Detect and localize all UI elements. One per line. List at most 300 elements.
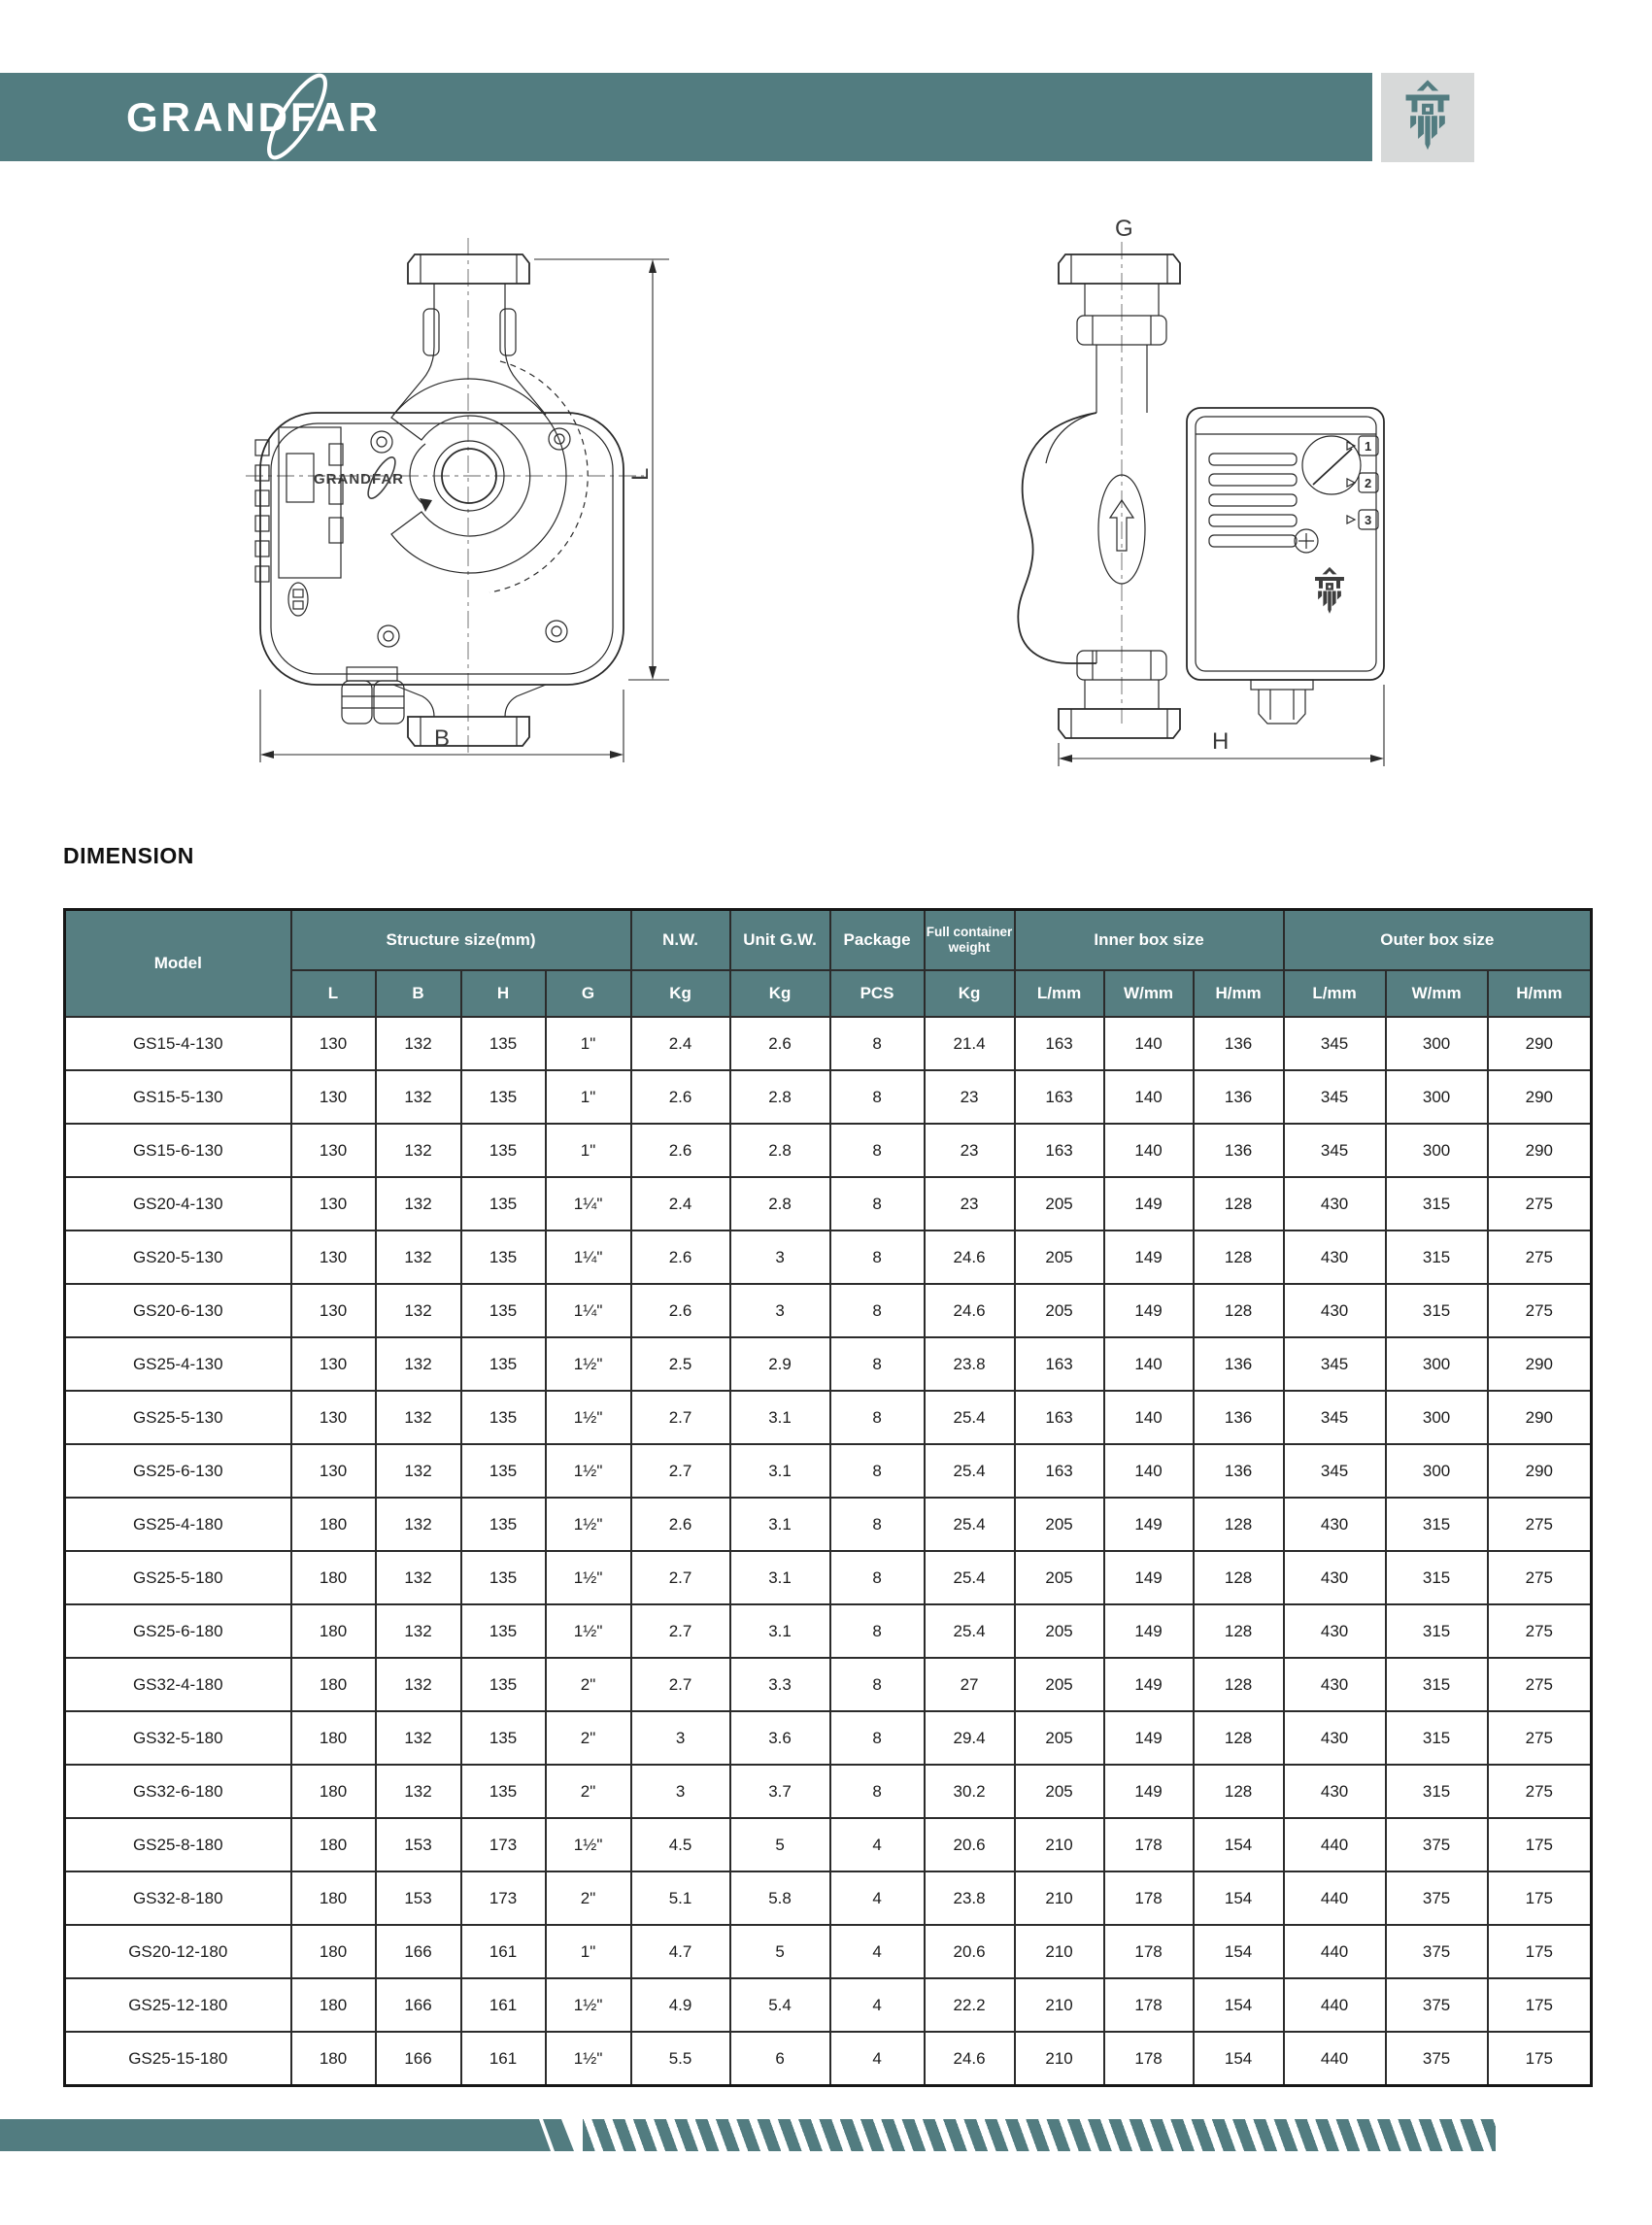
value-cell: 205 [1015,1604,1104,1658]
group-header-inner: Inner box size [1015,910,1284,971]
model-cell: GS32-6-180 [65,1765,291,1818]
value-cell: 23.8 [925,1337,1015,1391]
table-row [65,1765,1592,1818]
value-cell: 180 [291,1551,376,1604]
speed-button-2: 2 [1365,476,1372,490]
value-cell: 300 [1386,1391,1488,1444]
value-cell: 166 [376,1978,461,2032]
table-row [65,1551,1592,1604]
value-cell: 24.6 [925,2032,1015,2086]
value-cell: 3.1 [730,1391,830,1444]
value-cell: 180 [291,1498,376,1551]
value-cell: 180 [291,2032,376,2086]
model-cell: GS15-6-130 [65,1124,291,1177]
brand-logo [115,73,523,161]
group-header-structure: Structure size(mm) [291,910,631,971]
value-cell: 430 [1284,1711,1386,1765]
value-cell: 153 [376,1871,461,1925]
value-cell: 4.7 [631,1925,730,1978]
table-row [65,1658,1592,1711]
brand-wordmark: GRANDFAR [126,94,381,140]
value-cell: 8 [830,1337,925,1391]
value-cell: 205 [1015,1230,1104,1284]
value-cell: 135 [461,1070,546,1124]
value-cell: 130 [291,1070,376,1124]
table-row [65,1017,1592,1070]
value-cell: 130 [291,1337,376,1391]
col-header-inner-l: L/mm [1015,970,1104,1017]
value-cell: 135 [461,1765,546,1818]
value-cell: 149 [1104,1177,1194,1230]
value-cell: 161 [461,2032,546,2086]
value-cell: 205 [1015,1551,1104,1604]
value-cell: 135 [461,1551,546,1604]
dimension-H [1059,685,1384,766]
value-cell: 130 [291,1177,376,1230]
value-cell: 25.4 [925,1604,1015,1658]
value-cell: 166 [376,1925,461,1978]
value-cell: 136 [1194,1444,1284,1498]
table-row [65,1871,1592,1925]
model-cell: GS25-8-180 [65,1818,291,1871]
value-cell: 4 [830,1925,925,1978]
value-cell: 440 [1284,1818,1386,1871]
value-cell: 136 [1194,1017,1284,1070]
value-cell: 2.6 [631,1498,730,1551]
value-cell: 2.9 [730,1337,830,1391]
value-cell: 8 [830,1177,925,1230]
value-cell: 132 [376,1551,461,1604]
value-cell: 1½" [546,1978,631,2032]
value-cell: 22.2 [925,1978,1015,2032]
value-cell: 1½" [546,1498,631,1551]
value-cell: 175 [1488,1925,1592,1978]
value-cell: 205 [1015,1711,1104,1765]
value-cell: 132 [376,1070,461,1124]
table-row [65,1498,1592,1551]
model-cell: GS25-12-180 [65,1978,291,2032]
value-cell: 8 [830,1711,925,1765]
value-cell: 178 [1104,1925,1194,1978]
group-header-outer: Outer box size [1284,910,1592,971]
value-cell: 430 [1284,1658,1386,1711]
value-cell: 430 [1284,1284,1386,1337]
model-cell: GS20-4-130 [65,1177,291,1230]
cable-glands [342,667,404,724]
value-cell: 154 [1194,1818,1284,1871]
value-cell: 24.6 [925,1284,1015,1337]
value-cell: 132 [376,1177,461,1230]
value-cell: 345 [1284,1070,1386,1124]
value-cell: 315 [1386,1604,1488,1658]
table-row [65,1124,1592,1177]
value-cell: 2.7 [631,1391,730,1444]
cable-gland [1251,680,1313,724]
value-cell: 275 [1488,1284,1592,1337]
group-header-package: Package [830,910,925,971]
col-header-ugw-kg: Kg [730,970,830,1017]
value-cell: 205 [1015,1658,1104,1711]
value-cell: 3 [730,1230,830,1284]
col-header-G: G [546,970,631,1017]
col-header-L: L [291,970,376,1017]
value-cell: 4 [830,1978,925,2032]
value-cell: 132 [376,1658,461,1711]
model-cell: GS15-4-130 [65,1017,291,1070]
value-cell: 2.6 [631,1230,730,1284]
value-cell: 29.4 [925,1711,1015,1765]
value-cell: 440 [1284,2032,1386,2086]
value-cell: 2.6 [631,1070,730,1124]
value-cell: 163 [1015,1337,1104,1391]
value-cell: 23 [925,1177,1015,1230]
col-header-inner-h: H/mm [1194,970,1284,1017]
col-header-B: B [376,970,461,1017]
dim-label-G: G [1115,216,1133,242]
value-cell: 8 [830,1498,925,1551]
value-cell: 275 [1488,1604,1592,1658]
value-cell: 140 [1104,1391,1194,1444]
value-cell: 140 [1104,1124,1194,1177]
value-cell: 132 [376,1391,461,1444]
value-cell: 4.5 [631,1818,730,1871]
value-cell: 20.6 [925,1818,1015,1871]
group-header-ugw: Unit G.W. [730,910,830,971]
value-cell: 130 [291,1391,376,1444]
value-cell: 161 [461,1925,546,1978]
value-cell: 25.4 [925,1551,1015,1604]
value-cell: 132 [376,1230,461,1284]
bottom-flange [1059,709,1180,738]
value-cell: 3.1 [730,1444,830,1498]
value-cell: 205 [1015,1284,1104,1337]
value-cell: 128 [1194,1498,1284,1551]
value-cell: 135 [461,1284,546,1337]
bottom-flange [408,717,529,746]
value-cell: 375 [1386,1925,1488,1978]
value-cell: 2.8 [730,1177,830,1230]
value-cell: 1½" [546,1604,631,1658]
value-cell: 345 [1284,1124,1386,1177]
value-cell: 20.6 [925,1925,1015,1978]
value-cell: 430 [1284,1498,1386,1551]
value-cell: 173 [461,1871,546,1925]
speed-button-1: 1 [1365,439,1372,454]
value-cell: 130 [291,1444,376,1498]
company-emblem-icon [1381,73,1474,162]
value-cell: 161 [461,1978,546,2032]
value-cell: 3 [730,1284,830,1337]
value-cell: 275 [1488,1711,1592,1765]
value-cell: 2.4 [631,1017,730,1070]
value-cell: 153 [376,1818,461,1871]
value-cell: 135 [461,1391,546,1444]
value-cell: 315 [1386,1765,1488,1818]
value-cell: 210 [1015,1871,1104,1925]
value-cell: 1" [546,1925,631,1978]
value-cell: 27 [925,1658,1015,1711]
value-cell: 210 [1015,1818,1104,1871]
dimension-L [534,259,669,680]
value-cell: 3.1 [730,1551,830,1604]
value-cell: 1½" [546,1444,631,1498]
volute-body [1018,413,1096,663]
screw-icon [1295,529,1318,553]
value-cell: 315 [1386,1658,1488,1711]
value-cell: 180 [291,1604,376,1658]
group-header-fcw: Full container weight [925,910,1015,971]
value-cell: 1¼" [546,1177,631,1230]
dim-label-H: H [1212,728,1230,755]
value-cell: 140 [1104,1017,1194,1070]
value-cell: 149 [1104,1711,1194,1765]
value-cell: 430 [1284,1765,1386,1818]
footer-accent-bar [0,2119,574,2151]
value-cell: 149 [1104,1284,1194,1337]
dimension-table [63,908,1593,2087]
value-cell: 1½" [546,2032,631,2086]
value-cell: 128 [1194,1658,1284,1711]
value-cell: 290 [1488,1444,1592,1498]
value-cell: 300 [1386,1444,1488,1498]
value-cell: 3.1 [730,1498,830,1551]
value-cell: 128 [1194,1711,1284,1765]
value-cell: 140 [1104,1337,1194,1391]
value-cell: 3.7 [730,1765,830,1818]
model-cell: GS25-5-180 [65,1551,291,1604]
model-cell: GS20-5-130 [65,1230,291,1284]
value-cell: 1" [546,1070,631,1124]
value-cell: 175 [1488,1818,1592,1871]
value-cell: 4 [830,2032,925,2086]
value-cell: 178 [1104,1818,1194,1871]
col-header-nw-kg: Kg [631,970,730,1017]
table-row [65,2032,1592,2086]
table-row [65,1230,1592,1284]
value-cell: 135 [461,1177,546,1230]
value-cell: 275 [1488,1658,1592,1711]
dim-label-L: L [627,467,654,481]
value-cell: 30.2 [925,1765,1015,1818]
model-cell: GS25-4-180 [65,1498,291,1551]
value-cell: 1¼" [546,1230,631,1284]
value-cell: 315 [1386,1230,1488,1284]
value-cell: 4 [830,1818,925,1871]
vent-slats [1209,454,1297,547]
value-cell: 136 [1194,1124,1284,1177]
value-cell: 135 [461,1658,546,1711]
value-cell: 2.7 [631,1658,730,1711]
value-cell: 210 [1015,2032,1104,2086]
value-cell: 2.7 [631,1444,730,1498]
value-cell: 136 [1194,1391,1284,1444]
value-cell: 1½" [546,1391,631,1444]
value-cell: 23 [925,1124,1015,1177]
dimension-B [260,690,624,762]
value-cell: 290 [1488,1017,1592,1070]
value-cell: 130 [291,1284,376,1337]
col-header-inner-w: W/mm [1104,970,1194,1017]
pump-side-view-drawing [976,209,1442,772]
value-cell: 205 [1015,1177,1104,1230]
value-cell: 128 [1194,1551,1284,1604]
value-cell: 300 [1386,1337,1488,1391]
pump-brand-label: GRANDFAR [314,471,404,488]
value-cell: 1½" [546,1551,631,1604]
value-cell: 375 [1386,1978,1488,2032]
value-cell: 275 [1488,1551,1592,1604]
value-cell: 149 [1104,1658,1194,1711]
col-header-H: H [461,970,546,1017]
value-cell: 3.1 [730,1604,830,1658]
model-cell: GS25-6-130 [65,1444,291,1498]
value-cell: 163 [1015,1124,1104,1177]
value-cell: 140 [1104,1070,1194,1124]
model-cell: GS32-5-180 [65,1711,291,1765]
value-cell: 315 [1386,1711,1488,1765]
value-cell: 300 [1386,1017,1488,1070]
value-cell: 275 [1488,1498,1592,1551]
value-cell: 128 [1194,1177,1284,1230]
value-cell: 8 [830,1765,925,1818]
value-cell: 315 [1386,1177,1488,1230]
value-cell: 5 [730,1925,830,1978]
table-row [65,1337,1592,1391]
value-cell: 8 [830,1070,925,1124]
value-cell: 2" [546,1765,631,1818]
value-cell: 154 [1194,2032,1284,2086]
top-flange [408,254,529,284]
value-cell: 8 [830,1391,925,1444]
value-cell: 6 [730,2032,830,2086]
value-cell: 180 [291,1978,376,2032]
value-cell: 2.5 [631,1337,730,1391]
value-cell: 149 [1104,1765,1194,1818]
value-cell: 8 [830,1658,925,1711]
value-cell: 2.8 [730,1070,830,1124]
value-cell: 180 [291,1925,376,1978]
value-cell: 290 [1488,1124,1592,1177]
value-cell: 140 [1104,1444,1194,1498]
value-cell: 290 [1488,1391,1592,1444]
value-cell: 5.5 [631,2032,730,2086]
value-cell: 2" [546,1658,631,1711]
value-cell: 175 [1488,2032,1592,2086]
value-cell: 163 [1015,1391,1104,1444]
value-cell: 163 [1015,1444,1104,1498]
brand-header-bar [0,73,1372,161]
dimension-table-body [65,1017,1592,2086]
group-header-nw: N.W. [631,910,730,971]
value-cell: 430 [1284,1551,1386,1604]
value-cell: 440 [1284,1978,1386,2032]
value-cell: 154 [1194,1978,1284,2032]
value-cell: 175 [1488,1978,1592,2032]
table-row [65,1070,1592,1124]
value-cell: 375 [1386,2032,1488,2086]
value-cell: 345 [1284,1017,1386,1070]
value-cell: 315 [1386,1284,1488,1337]
value-cell: 315 [1386,1498,1488,1551]
value-cell: 3 [631,1711,730,1765]
value-cell: 23 [925,1070,1015,1124]
col-header-outer-h: H/mm [1488,970,1592,1017]
value-cell: 132 [376,1711,461,1765]
value-cell: 275 [1488,1765,1592,1818]
value-cell: 132 [376,1604,461,1658]
value-cell: 2.4 [631,1177,730,1230]
value-cell: 180 [291,1711,376,1765]
value-cell: 25.4 [925,1444,1015,1498]
col-header-outer-l: L/mm [1284,970,1386,1017]
table-row [65,1925,1592,1978]
value-cell: 166 [376,2032,461,2086]
model-cell: GS25-15-180 [65,2032,291,2086]
value-cell: 21.4 [925,1017,1015,1070]
value-cell: 430 [1284,1230,1386,1284]
value-cell: 132 [376,1498,461,1551]
value-cell: 1¼" [546,1284,631,1337]
value-cell: 175 [1488,1871,1592,1925]
value-cell: 345 [1284,1391,1386,1444]
model-cell: GS32-8-180 [65,1871,291,1925]
value-cell: 180 [291,1765,376,1818]
value-cell: 135 [461,1017,546,1070]
value-cell: 132 [376,1017,461,1070]
model-cell: GS20-12-180 [65,1925,291,1978]
value-cell: 8 [830,1230,925,1284]
value-cell: 149 [1104,1498,1194,1551]
model-cell: GS25-6-180 [65,1604,291,1658]
value-cell: 163 [1015,1017,1104,1070]
value-cell: 440 [1284,1871,1386,1925]
table-row [65,1711,1592,1765]
value-cell: 2.6 [631,1284,730,1337]
value-cell: 3.6 [730,1711,830,1765]
top-flange [1059,254,1180,284]
value-cell: 135 [461,1337,546,1391]
value-cell: 345 [1284,1444,1386,1498]
model-cell: GS32-4-180 [65,1658,291,1711]
company-emblem-box [1381,73,1474,162]
value-cell: 210 [1015,1925,1104,1978]
value-cell: 136 [1194,1337,1284,1391]
model-cell: GS20-6-130 [65,1284,291,1337]
value-cell: 8 [830,1124,925,1177]
value-cell: 2.7 [631,1604,730,1658]
value-cell: 205 [1015,1765,1104,1818]
value-cell: 1" [546,1017,631,1070]
value-cell: 128 [1194,1765,1284,1818]
table-row [65,1444,1592,1498]
value-cell: 154 [1194,1925,1284,1978]
value-cell: 24.6 [925,1230,1015,1284]
value-cell: 5.4 [730,1978,830,2032]
value-cell: 2" [546,1711,631,1765]
value-cell: 130 [291,1124,376,1177]
value-cell: 178 [1104,2032,1194,2086]
value-cell: 8 [830,1604,925,1658]
value-cell: 345 [1284,1337,1386,1391]
value-cell: 132 [376,1765,461,1818]
table-row [65,1978,1592,2032]
value-cell: 135 [461,1230,546,1284]
value-cell: 149 [1104,1551,1194,1604]
section-title: DIMENSION [63,843,194,868]
value-cell: 135 [461,1444,546,1498]
value-cell: 290 [1488,1070,1592,1124]
col-header-pcs: PCS [830,970,925,1017]
